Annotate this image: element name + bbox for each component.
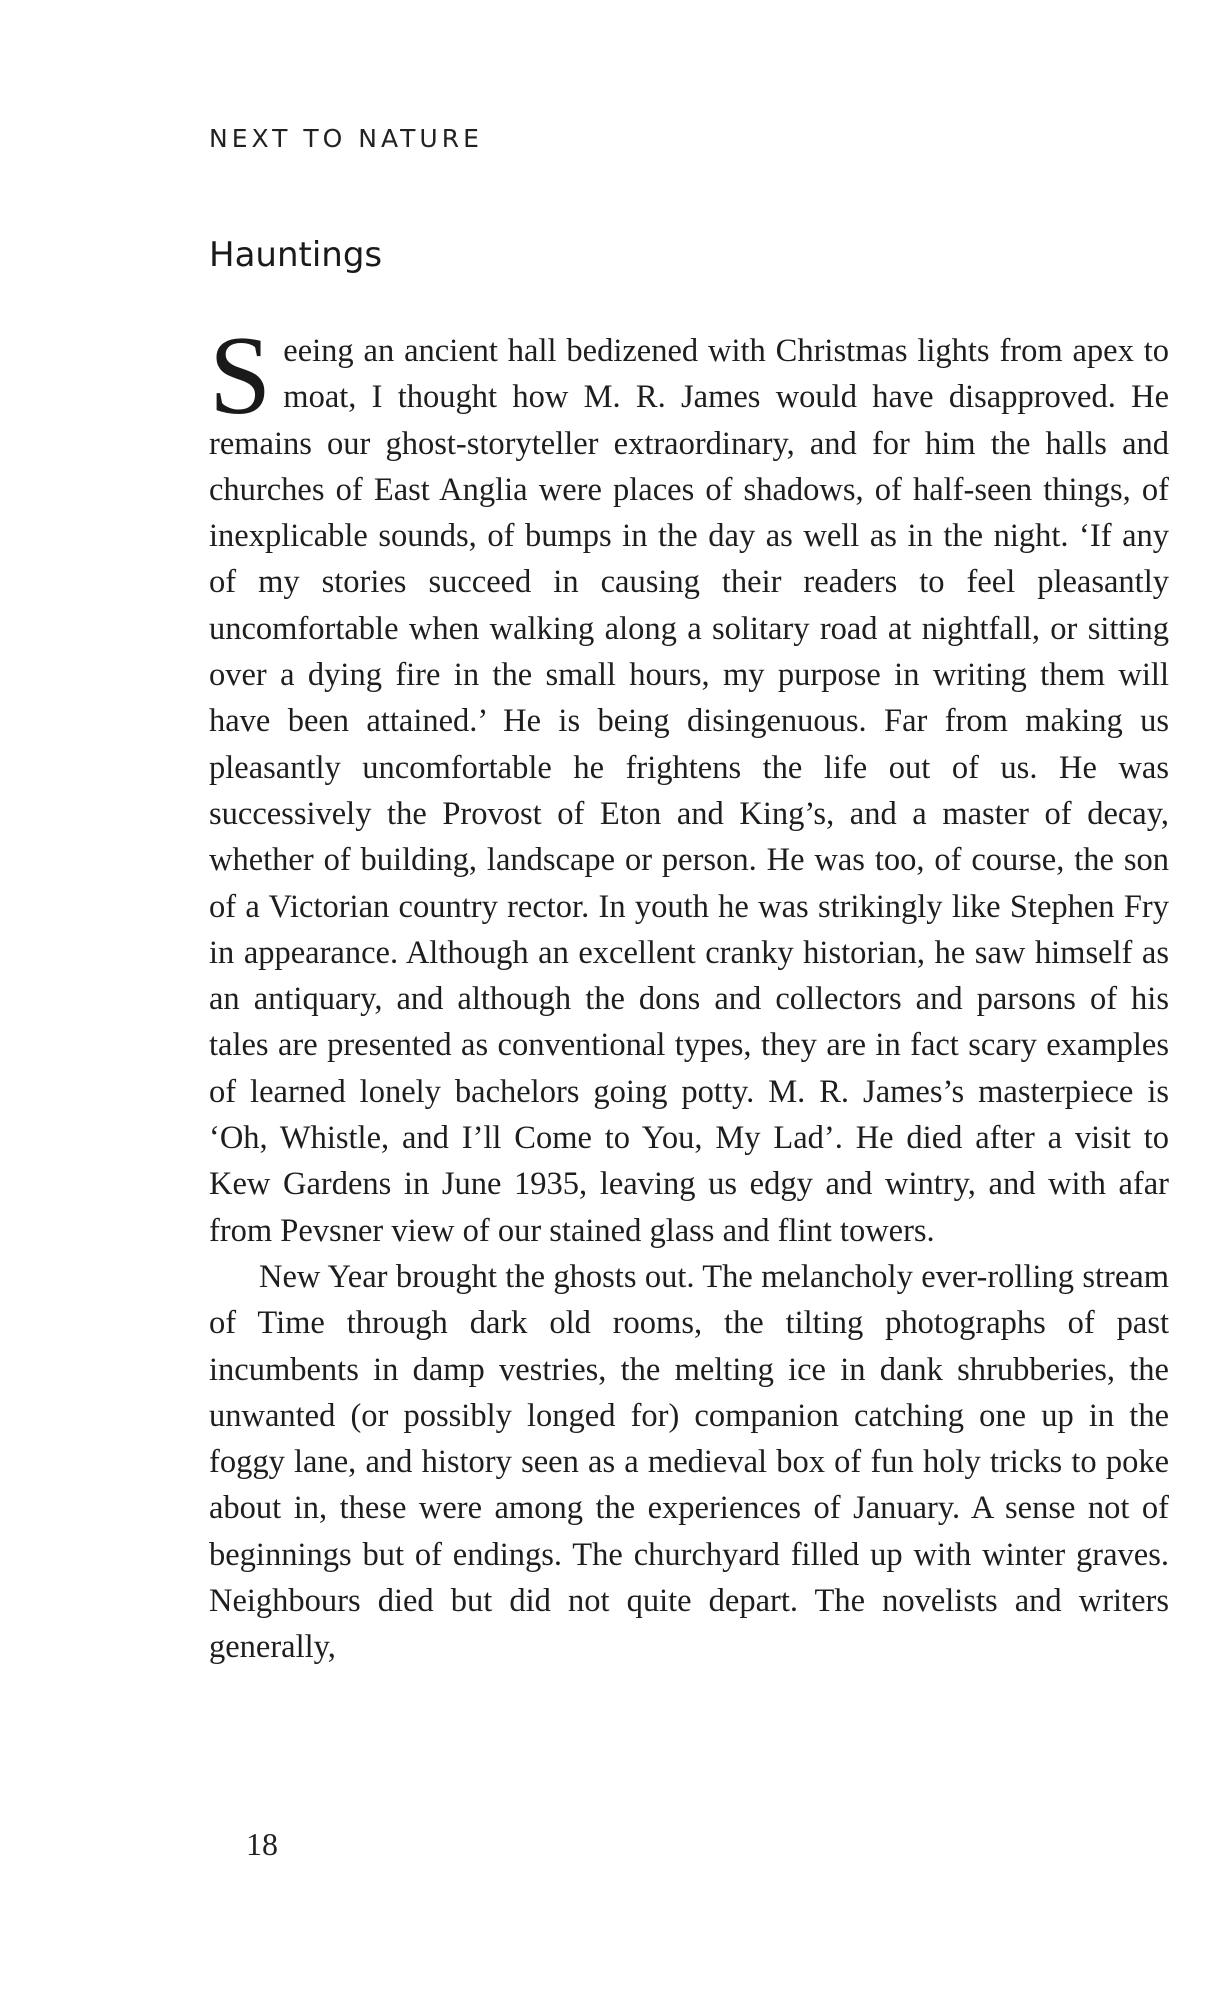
paragraph-1-text: eeing an ancient hall bedizened with Christmas lights from apex to moat, I thought how M. R. James would have disapproved. He remains our ghost-storyteller extraordinary, and for him the halls and churches of East Anglia were places of shadows, of half-seen things, of inexplicable sounds, of bumps in the day as well as in the night. ‘If any of my stories succeed in causing their readers to feel pleasantly uncomfortable when walking along a solitary road at nightfall, or sitting over a dying fire in the small hours, my purpose in writing them will have been attained.’ He is being disingenuous. Far from making us pleasantly uncomfortable he frightens the life out of us. He was successively the Provost of Eton and King’s, and a master of decay, whether of building, landscape or person. He was too, of course, the son of a Victorian country rector. In youth he was strikingly like Stephen Fry in appearance. Although an excellent cranky historian, he saw himself as an antiquary, and although the dons and collectors and parsons of his tales are presented as conventional types, they are in fact scary examples of learned lonely bachelors going potty. M. R. James’s masterpiece is ‘Oh, Whistle, and I’ll Come to You, My Lad’. He died after a visit to Kew Gardens in June 1935, leaving us edgy and wintry, and with afar from Pevsner view of our stained glass and flint towers.	[209, 333, 1169, 1249]
paragraph-2: New Year brought the ghosts out. The melancholy ever-rolling stream of Time through dark old rooms, the tilting photographs of past incumbents in damp vestries, the melting ice in dank shrubberies, the unwanted (or possibly longed for) companion catching one up in the foggy lane, and history seen as a medieval box of fun holy tricks to poke about in, these were among the experiences of January. A sense not of beginnings but of endings. The churchyard filled up with winter graves. Neighbours died but did not quite depart. The novelists and writers generally,	[209, 1258, 1169, 1666]
chapter-title: Hauntings	[209, 235, 383, 275]
drop-cap: S	[209, 314, 272, 438]
paragraph-1	[209, 314, 1169, 1254]
page-number: 18	[246, 1826, 278, 1862]
running-head: NEXT TO NATURE	[209, 124, 483, 153]
body-text	[209, 314, 1169, 1671]
